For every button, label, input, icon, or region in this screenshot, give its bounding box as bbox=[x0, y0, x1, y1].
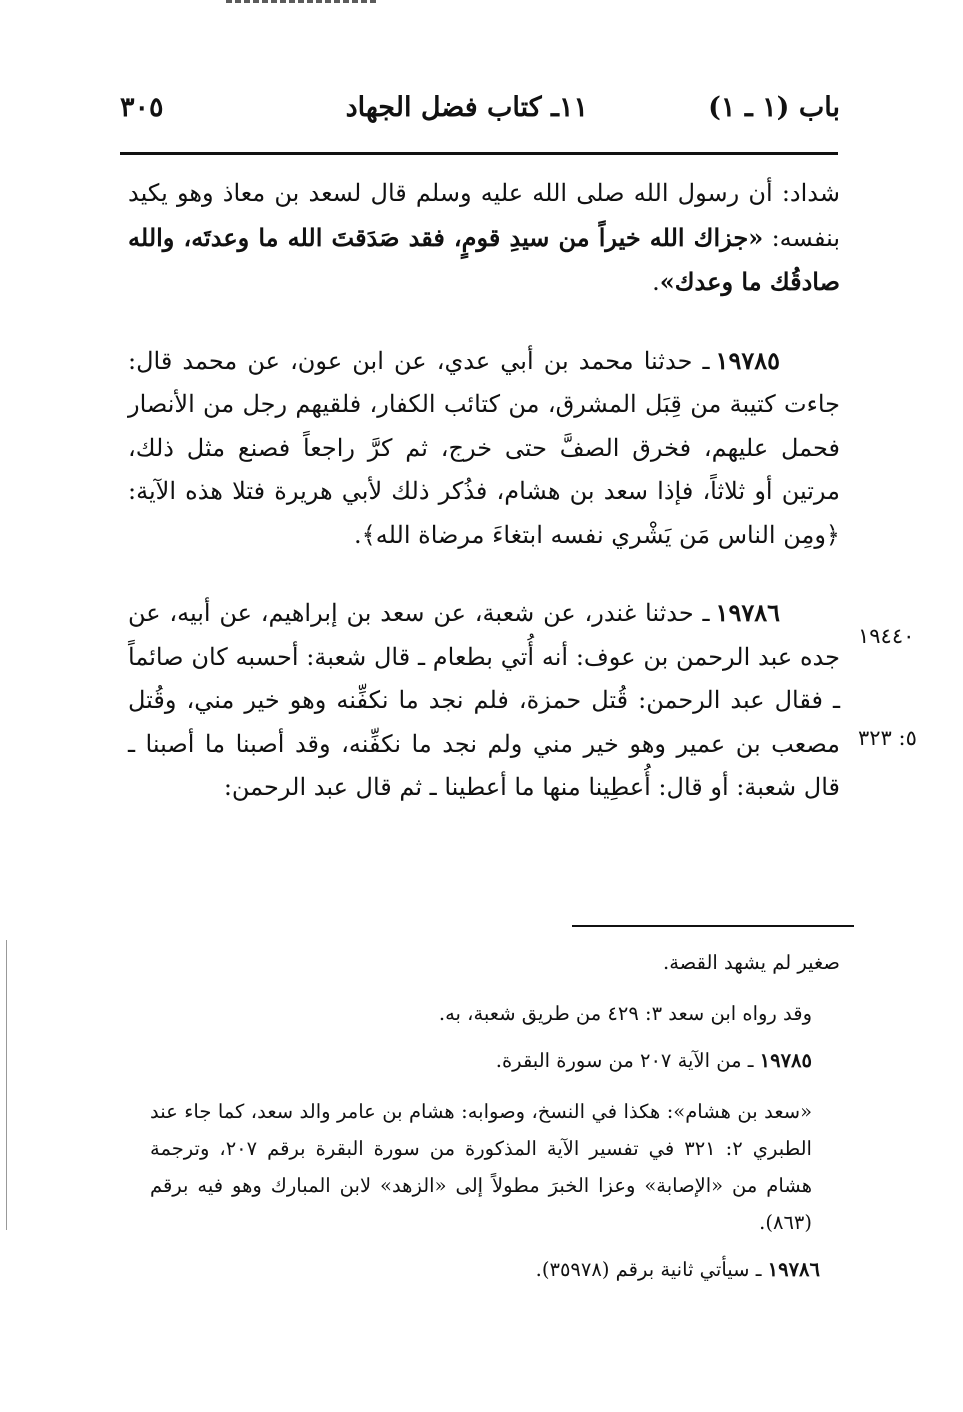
footnote-line: «سعد بن هشام»: هكذا في النسخ، وصوابه: هشام بن عامر والد سعد، كما جاء عند الطبري ٢: ٣٢١ في تفسير الآية المذكورة من سورة البقرة برقم ٢٠٧، وترجمة هشام من «الإصابة» وعزا الخبرَ مطولاً إلى «الزهد» لابن المبارك وهو فيه برقم (٨٦٣). bbox=[150, 1100, 812, 1234]
section-label: باب (١ ـ ١) bbox=[708, 92, 840, 123]
header-divider bbox=[120, 152, 838, 155]
footnote-number: ١٩٧٨٦ bbox=[767, 1258, 820, 1281]
hadith-number: ١٩٧٨٦ bbox=[715, 598, 780, 627]
page-number: ٣٠٥ bbox=[120, 92, 164, 123]
footnotes bbox=[150, 944, 840, 1288]
footnote-line: وقد رواه ابن سعد ٣: ٤٢٩ من طريق شعبة، به. bbox=[438, 1002, 812, 1025]
footnote-text: ـ سيأتي ثانية برقم (٣٥٩٧٨). bbox=[535, 1258, 768, 1281]
scan-edge-line bbox=[6, 940, 7, 1230]
margin-reference-1: ١٩٤٤٠ bbox=[858, 624, 915, 648]
footnote-line: صغير لم يشهد القصة. bbox=[663, 951, 840, 974]
paragraph-end: . bbox=[652, 268, 660, 296]
prophetic-quote: «جزاك الله خيراً من سيدِ قومٍ، فقد صَدَقتَ الله ما وعدتَه، والله صادقُك ما وعدك» bbox=[128, 222, 840, 296]
hadith-text: ـ حدثنا غندر، عن شعبة، عن سعد بن إبراهيم، عن أبيه، عن جده عبد الرحمن بن عوف: أنه أُتي بطعام ـ قال شعبة: أحسبه كان صائماً ـ فقال عبد الرحمن: قُتل حمزة، فلم نجد ما نكفِّنه وهو خير مني، وقُتل مصعب بن عمير وهو خير مني ولم نجد ما نكفِّنه، وقد أصبنا ما أصبنا ـ قال شعبة: أو قال: أُعطِينا منها ما أعطينا ـ ثم قال عبد الرحمن: bbox=[128, 599, 840, 801]
paragraph-continuation bbox=[128, 172, 840, 305]
main-text bbox=[128, 172, 840, 810]
hadith-text: ـ حدثنا محمد بن أبي عدي، عن ابن عون، عن محمد قال: جاءت كتيبة من قِبَل المشرق، من كتائب الكفار، فلقيهم رجل من الأنصار فحمل عليهم، فخرق الصفَّ حتى خرج، ثم كرَّ راجعاً فصنع مثل ذلك، مرتين أو ثلاثاً، فإذا سعد بن هشام، فذُكر ذلك لأبي هريرة فتلا هذه الآية: ﴿ومِن الناس مَن يَشْري نفسه ابتغاءَ مرضاة الله﴾. bbox=[128, 346, 840, 549]
hadith-19786 bbox=[128, 591, 840, 810]
footnote-19785 bbox=[150, 1042, 840, 1079]
margin-reference-2: ٥: ٣٢٣ bbox=[858, 726, 917, 750]
page-header bbox=[120, 92, 840, 152]
footnote-19786 bbox=[150, 1251, 840, 1288]
footnote-divider bbox=[572, 925, 854, 927]
chapter-title: ١١ـ كتاب فضل الجهاد bbox=[345, 92, 588, 123]
footnote-number: ١٩٧٨٥ bbox=[759, 1049, 812, 1072]
paragraph-text: شداد: أن رسول الله صلى الله عليه وسلم قال لسعد بن معاذ وهو يكيد بنفسه: bbox=[128, 179, 841, 252]
footnote-text: ـ من الآية ٢٠٧ من سورة البقرة. bbox=[495, 1049, 760, 1072]
scan-artifact-dashes bbox=[226, 0, 376, 6]
hadith-19785 bbox=[128, 339, 840, 558]
hadith-number: ١٩٧٨٥ bbox=[715, 345, 780, 375]
